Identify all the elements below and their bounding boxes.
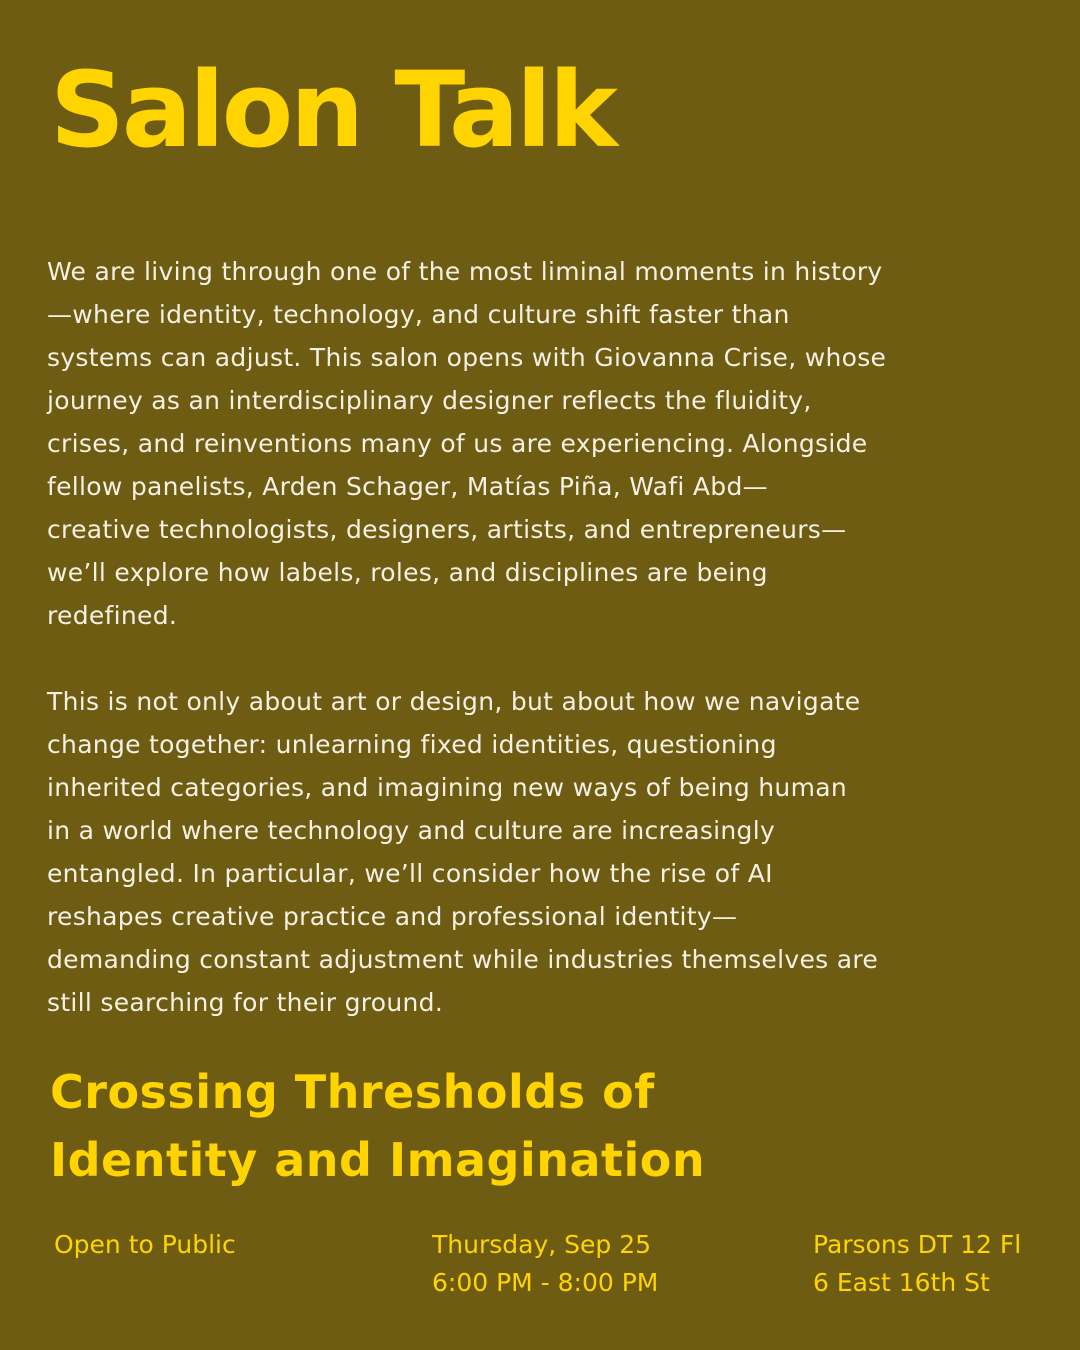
page-title: Salon Talk bbox=[50, 49, 615, 171]
access-label: Open to Public bbox=[54, 1230, 236, 1259]
paragraph-line: entangled. In particular, we’ll consider how the rise of AI bbox=[47, 859, 773, 888]
paragraph-line: reshapes creative practice and professional identity— bbox=[47, 902, 738, 931]
event-venue: Parsons DT 12 Fl bbox=[813, 1230, 1022, 1259]
event-subtitle bbox=[50, 1058, 705, 1194]
paragraph-line: we’ll explore how labels, roles, and disciplines are being bbox=[47, 558, 768, 587]
paragraph-line: We are living through one of the most liminal moments in history bbox=[47, 257, 883, 286]
paragraph-line: in a world where technology and culture are increasingly bbox=[47, 816, 776, 845]
event-address: 6 East 16th St bbox=[813, 1268, 990, 1297]
paragraph-line: inherited categories, and imagining new ways of being human bbox=[47, 773, 847, 802]
description bbox=[47, 250, 947, 1024]
paragraph-line: still searching for their ground. bbox=[47, 988, 444, 1017]
paragraph-line: This is not only about art or design, but about how we navigate bbox=[47, 687, 861, 716]
paragraph-line: demanding constant adjustment while industries themselves are bbox=[47, 945, 879, 974]
paragraph-line: —where identity, technology, and culture shift faster than bbox=[47, 300, 790, 329]
paragraph-line: systems can adjust. This salon opens with Giovanna Crise, whose bbox=[47, 343, 887, 372]
paragraph-line: journey as an interdisciplinary designer reflects the fluidity, bbox=[47, 386, 812, 415]
description-paragraph-1 bbox=[47, 250, 947, 637]
description-paragraph-2 bbox=[47, 680, 947, 1024]
event-subtitle-line-2: Identity and Imagination bbox=[50, 1133, 706, 1187]
event-location bbox=[813, 1226, 1021, 1302]
paragraph-line: crises, and reinventions many of us are experiencing. Alongside bbox=[47, 429, 868, 458]
event-subtitle-line-1: Crossing Thresholds of bbox=[50, 1065, 655, 1119]
paragraph-line: fellow panelists, Arden Schager, Matías Piña, Wafi Abd— bbox=[47, 472, 768, 501]
event-date: Thursday, Sep 25 bbox=[432, 1230, 652, 1259]
paragraph-line: change together: unlearning fixed identities, questioning bbox=[47, 730, 777, 759]
paragraph-line: redefined. bbox=[47, 601, 178, 630]
event-access bbox=[54, 1226, 236, 1264]
event-time: 6:00 PM - 8:00 PM bbox=[432, 1268, 659, 1297]
paragraph-line: creative technologists, designers, artists, and entrepreneurs— bbox=[47, 515, 847, 544]
event-datetime bbox=[432, 1226, 658, 1302]
